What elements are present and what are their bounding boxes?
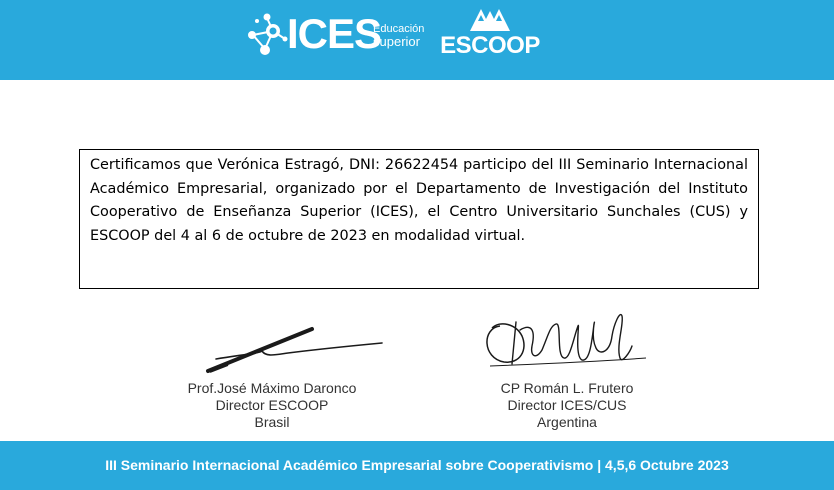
signatory-name: CP Román L. Frutero — [500, 380, 634, 396]
ices-wordmark: ICES — [287, 10, 382, 57]
molecule-network-icon — [243, 9, 289, 61]
signature-right — [470, 306, 670, 372]
footer-text: III Seminario Internacional Académico Empresarial sobre Cooperativismo | 4,5,6 Octubre 2023 — [105, 457, 729, 473]
certificate-text: Certificamos que Verónica Estragó, DNI: 26622454 participo del III Seminario Internacional Académico Empresarial, organizado por el Departamento de Investigación del Instituto Cooperativo de Enseñanza Superior (ICES), el Centro Universitario Sunchales (CUS) y ESCOOP del 4 al 6 de octubre de 2023 en modalidad virtual. — [90, 157, 748, 244]
footer-band — [0, 441, 834, 490]
ices-tagline-line-1: Educación — [373, 23, 425, 35]
signatory-country: Brasil — [254, 414, 290, 430]
escoop-logo — [440, 5, 540, 63]
signatory-left — [142, 380, 402, 431]
double-peak-mountain-icon — [470, 5, 510, 31]
header-band — [0, 0, 834, 80]
handwritten-signature-left — [170, 315, 400, 377]
certificate-box — [79, 149, 759, 289]
signatory-country: Argentina — [537, 414, 597, 430]
ices-tagline-line-2: superior — [373, 34, 420, 49]
signatory-role: Director ICES/CUS — [507, 397, 627, 413]
handwritten-signature-right — [470, 306, 670, 372]
ices-tagline — [373, 24, 443, 48]
signatory-name: Prof.José Máximo Daronco — [187, 380, 357, 396]
escoop-wordmark: ESCOOP — [440, 32, 540, 59]
signatory-role: Director ESCOOP — [215, 397, 329, 413]
signature-left — [170, 315, 400, 377]
signatory-right — [437, 380, 697, 431]
